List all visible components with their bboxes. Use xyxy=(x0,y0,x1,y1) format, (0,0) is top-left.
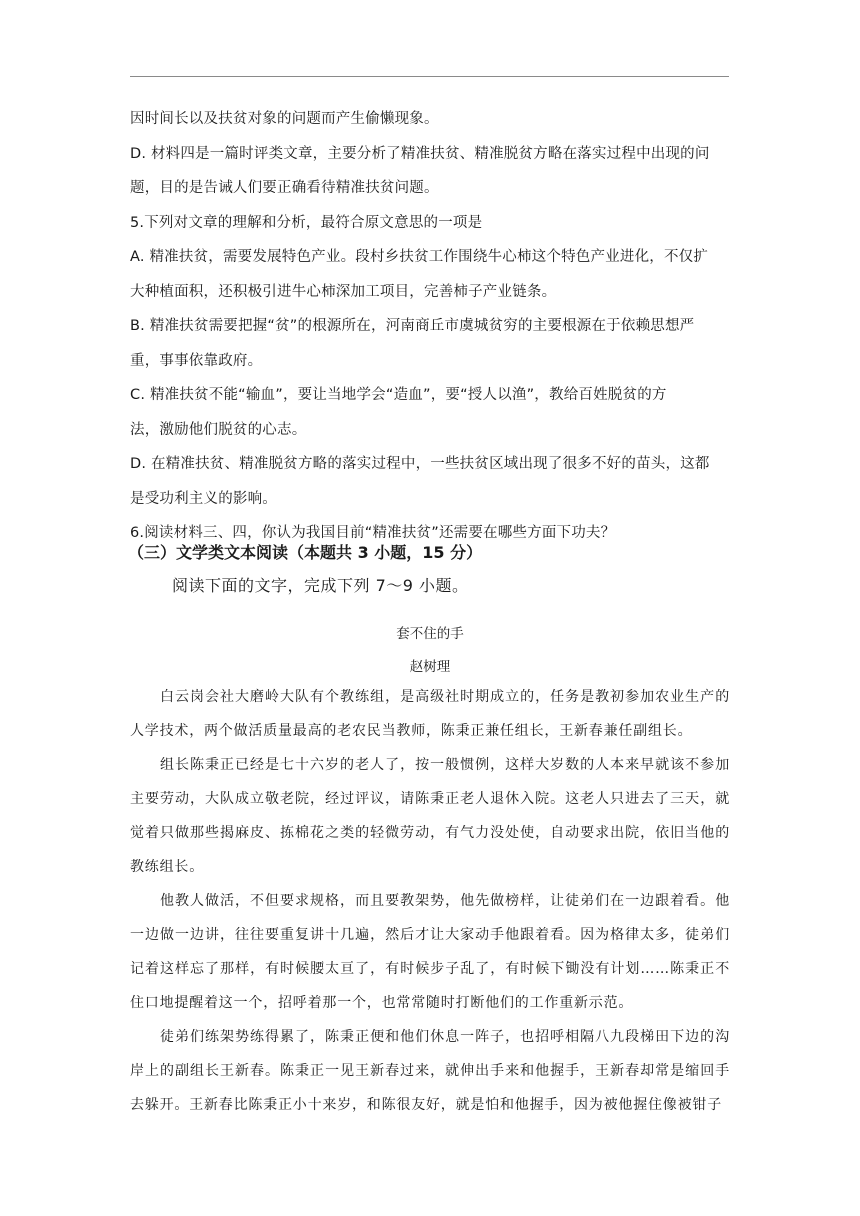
question-section xyxy=(130,102,730,551)
option-d-line: D. 在精准扶贫、精准脱贫方略的落实过程中，一些扶贫区域出现了很多不好的苗头，这都 xyxy=(130,456,710,472)
option-b-line: B. 精准扶贫需要把握“贫”的根源所在，河南商丘市虞城贫穷的主要根源在于依赖思想严 xyxy=(130,318,695,334)
story-paragraph: 白云岗会社大磨岭大队有个教练组，是高级社时期成立的，任务是教初参加农业生产的人学技术，两个做活质量最高的老农民当教师，陈秉正兼任组长，王新春兼任副组长。 xyxy=(130,689,730,739)
story-paragraph: 组长陈秉正已经是七十六岁的老人了，按一般惯例，这样大岁数的人本来早就该不参加主要劳动，大队成立敬老院，经过评议，请陈秉正老人退休入院。这老人只进去了三天，就觉着只做那些揭麻皮、拣棉花之类的轻微劳动，有气力没处使，自动要求出院，依旧当他的教练组长。 xyxy=(130,757,730,875)
section-intro: 阅读下面的文字，完成下列 7～9 小题。 xyxy=(172,576,469,595)
text-line: 因时间长以及扶贫对象的问题而产生偷懒现象。 xyxy=(130,111,439,127)
text-line: 法，激励他们脱贫的心志。 xyxy=(130,421,307,438)
story-body xyxy=(130,680,730,1122)
question-5-stem: 5.下列对文章的理解和分析，最符合原文意思的一项是 xyxy=(130,214,483,231)
story-paragraph: 他教人做活，不但要求规格，而且要教架势，他先做榜样，让徒弟们在一边跟着看。他一边做一边讲，往往要重复讲十几遍，然后才让大家动手他跟着看。因为格律太多，徒弟们记着这样忘了那样，有时候腰太亘了，有时候步子乱了，有时候下锄没有计划……陈秉正不住口地提醒着这一个，招呼着那一个，也常常随时打断他们的工作重新示范。 xyxy=(130,893,730,1011)
header-rule xyxy=(130,76,729,77)
question-6-stem: 6.阅读材料三、四，你认为我国目前“精准扶贫”还需要在哪些方面下功夫？ xyxy=(130,525,616,541)
option-c-line: C. 精准扶贫不能“输血”，要让当地学会“造血”，要“授人以渔”，教给百姓脱贫的方 xyxy=(130,387,667,403)
text-line: 大种植面积，还积极引进牛心柿深加工项目，完善柿子产业链条。 xyxy=(130,283,557,300)
text-line: 题，目的是告诫人们要正确看待精准扶贫问题。 xyxy=(130,180,439,196)
text-line: 重，事事依靠政府。 xyxy=(130,352,263,369)
option-a-line: A. 精准扶贫，需要发展特色产业。段村乡扶贫工作围绕牛心柿这个特色产业进化，不仅扩 xyxy=(130,249,709,265)
story-title: 套不住的手 xyxy=(396,626,464,642)
section-heading: （三）文学类文本阅读（本题共 3 小题，15 分） xyxy=(128,543,483,562)
option-d-line: D. 材料四是一篇时评类文章，主要分析了精准扶贫、精准脱贫方略在落实过程中出现的问 xyxy=(130,145,710,162)
story-paragraph: 徒弟们练架势练得累了，陈秉正便和他们休息一阵子，也招呼相隔八九段梯田下边的沟岸上的副组长王新春。陈秉正一见王新春过来，就伸出手来和他握手，王新春却常是缩回手去躲开。王新春比陈秉正小十来岁，和陈很友好，就是怕和他握手，因为被他握住像被钳子 xyxy=(130,1029,730,1113)
story-author: 赵树理 xyxy=(409,659,451,675)
text-line: 是受功利主义的影响。 xyxy=(130,490,277,507)
